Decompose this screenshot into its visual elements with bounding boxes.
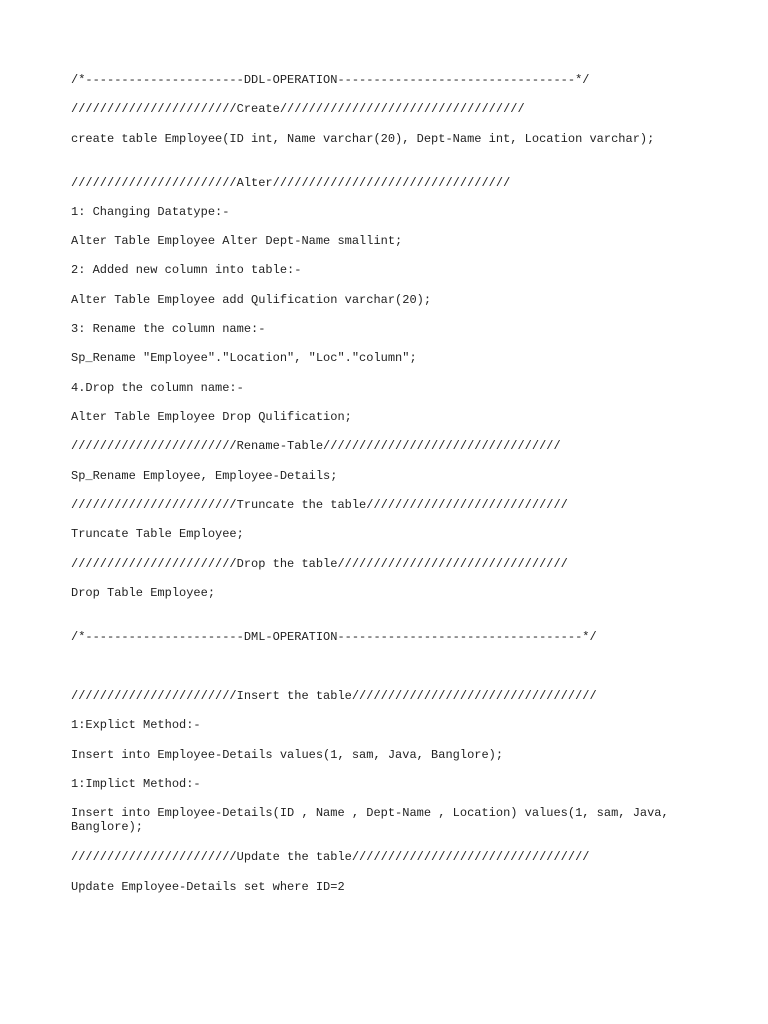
create-section-header: ///////////////////////Create////////////////////////////////// (71, 102, 525, 116)
add-column-label: 2: Added new column into table:- (71, 263, 302, 277)
insert-section-header: ///////////////////////Insert the table////////////////////////////////// (71, 689, 597, 703)
create-table-statement: create table Employee(ID int, Name varchar(20), Dept-Name int, Location varchar); (71, 132, 655, 146)
add-column-statement: Alter Table Employee add Qulification varchar(20); (71, 293, 432, 307)
ddl-operation-header: /*----------------------DDL-OPERATION---------------------------------*/ (71, 73, 590, 87)
alter-section-header: ///////////////////////Alter///////////////////////////////// (71, 176, 511, 190)
drop-table-header: ///////////////////////Drop the table//////////////////////////////// (71, 557, 568, 571)
alter-datatype-statement: Alter Table Employee Alter Dept-Name smallint; (71, 234, 403, 248)
truncate-table-statement: Truncate Table Employee; (71, 527, 244, 541)
implicit-insert-statement: Insert into Employee-Details(ID , Name , Dept-Name , Location) values(1, sam, Java, (71, 806, 669, 820)
update-statement: Update Employee-Details set where ID=2 (71, 880, 345, 894)
update-section-header: ///////////////////////Update the table///////////////////////////////// (71, 850, 590, 864)
rename-column-statement: Sp_Rename "Employee"."Location", "Loc"."column"; (71, 351, 417, 365)
implicit-insert-statement-continued: Banglore); (71, 820, 144, 834)
rename-table-header: ///////////////////////Rename-Table///////////////////////////////// (71, 439, 561, 453)
rename-column-label: 3: Rename the column name:- (71, 322, 266, 336)
dml-operation-header: /*----------------------DML-OPERATION----------------------------------*/ (71, 630, 597, 644)
rename-table-statement: Sp_Rename Employee, Employee-Details; (71, 469, 338, 483)
drop-column-statement: Alter Table Employee Drop Qulification; (71, 410, 352, 424)
drop-column-label: 4.Drop the column name:- (71, 381, 244, 395)
drop-table-statement: Drop Table Employee; (71, 586, 216, 600)
implicit-method-label: 1:Implict Method:- (71, 777, 201, 791)
explicit-insert-statement: Insert into Employee-Details values(1, sam, Java, Banglore); (71, 748, 504, 762)
explicit-method-label: 1:Explict Method:- (71, 718, 201, 732)
truncate-table-header: ///////////////////////Truncate the table//////////////////////////// (71, 498, 568, 512)
changing-datatype-label: 1: Changing Datatype:- (71, 205, 230, 219)
